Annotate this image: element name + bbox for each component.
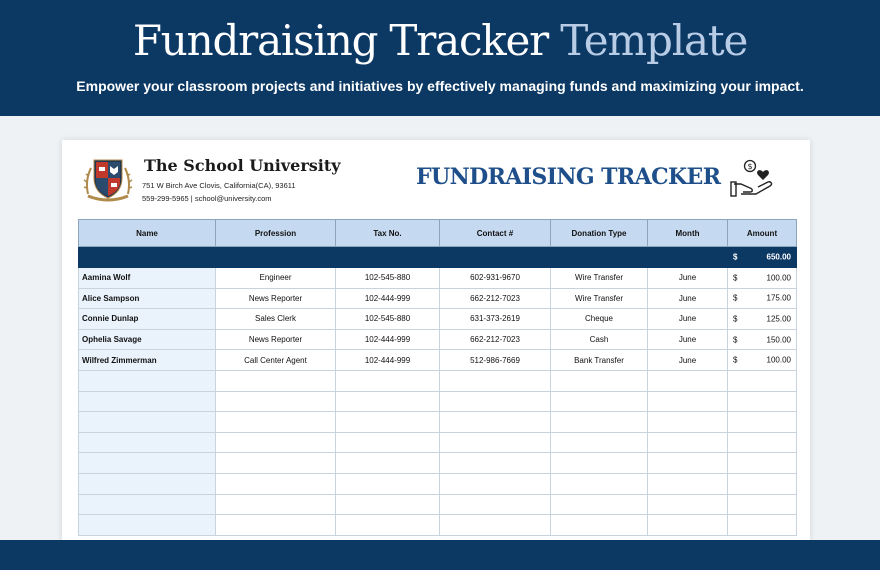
- currency-symbol: $: [733, 335, 738, 345]
- empty-cell[interactable]: [79, 391, 216, 412]
- profession-cell[interactable]: Call Center Agent: [216, 350, 336, 371]
- donation-type-cell[interactable]: Bank Transfer: [551, 350, 648, 371]
- contact-cell[interactable]: 602-931-9670: [440, 268, 551, 289]
- empty-cell[interactable]: [440, 391, 551, 412]
- empty-cell[interactable]: [551, 515, 648, 536]
- table-row: [79, 288, 797, 309]
- empty-row: [79, 515, 797, 536]
- donation-type-cell[interactable]: Wire Transfer: [551, 268, 648, 289]
- banner-title-accent: Template: [560, 16, 748, 65]
- column-header-name: Name: [79, 220, 216, 247]
- empty-cell[interactable]: [216, 391, 336, 412]
- amount-value: 150.00: [766, 335, 791, 345]
- empty-cell[interactable]: [551, 391, 648, 412]
- column-header-profession: Profession: [216, 220, 336, 247]
- empty-cell[interactable]: [79, 370, 216, 391]
- empty-cell[interactable]: [551, 412, 648, 433]
- empty-cell[interactable]: [79, 515, 216, 536]
- total-cell: [440, 247, 551, 268]
- contact-cell[interactable]: 631-373-2619: [440, 309, 551, 330]
- empty-cell[interactable]: [648, 494, 728, 515]
- amount-value: 100.00: [766, 273, 791, 283]
- empty-cell[interactable]: [728, 494, 797, 515]
- empty-cell[interactable]: [216, 432, 336, 453]
- table-row: [79, 268, 797, 289]
- donation-type-cell[interactable]: Cheque: [551, 309, 648, 330]
- empty-cell[interactable]: [551, 494, 648, 515]
- profession-cell[interactable]: Sales Clerk: [216, 309, 336, 330]
- profession-cell[interactable]: News Reporter: [216, 288, 336, 309]
- currency-symbol: $: [733, 314, 738, 324]
- amount-cell[interactable]: [728, 268, 797, 289]
- banner-title-main: Fundraising Tracker: [132, 16, 549, 65]
- empty-cell[interactable]: [216, 473, 336, 494]
- empty-cell[interactable]: [79, 432, 216, 453]
- amount-cell[interactable]: [728, 309, 797, 330]
- empty-cell[interactable]: [648, 391, 728, 412]
- empty-cell[interactable]: [648, 412, 728, 433]
- empty-cell[interactable]: [336, 453, 440, 474]
- tax-no-cell[interactable]: 102-545-880: [336, 309, 440, 330]
- tracker-table: [78, 219, 797, 536]
- total-cell: [336, 247, 440, 268]
- empty-cell[interactable]: [728, 515, 797, 536]
- org-address: 751 W Birch Ave Clovis, California(CA), 93611: [142, 181, 296, 190]
- empty-cell[interactable]: [79, 494, 216, 515]
- tax-no-cell[interactable]: 102-444-999: [336, 350, 440, 371]
- tax-no-cell[interactable]: 102-444-999: [336, 288, 440, 309]
- empty-cell[interactable]: [216, 453, 336, 474]
- svg-text:$: $: [747, 162, 753, 171]
- empty-row: [79, 494, 797, 515]
- donor-name-cell[interactable]: Wilfred Zimmerman: [79, 350, 216, 371]
- amount-value: 125.00: [766, 314, 791, 324]
- empty-cell[interactable]: [336, 391, 440, 412]
- top-banner: [0, 0, 880, 116]
- donation-type-cell[interactable]: Cash: [551, 329, 648, 350]
- empty-cell[interactable]: [728, 453, 797, 474]
- empty-cell[interactable]: [216, 370, 336, 391]
- amount-value: 100.00: [766, 355, 791, 365]
- empty-cell[interactable]: [728, 473, 797, 494]
- empty-cell[interactable]: [440, 494, 551, 515]
- month-cell[interactable]: June: [648, 288, 728, 309]
- donation-type-cell[interactable]: Wire Transfer: [551, 288, 648, 309]
- tracker-sheet: [62, 140, 810, 540]
- month-cell[interactable]: June: [648, 309, 728, 330]
- total-amount: 650.00: [766, 252, 791, 262]
- empty-cell[interactable]: [336, 473, 440, 494]
- banner-title: [0, 14, 880, 68]
- amount-cell[interactable]: [728, 350, 797, 371]
- empty-cell[interactable]: [648, 370, 728, 391]
- empty-cell[interactable]: [336, 370, 440, 391]
- empty-cell[interactable]: [728, 391, 797, 412]
- empty-cell[interactable]: [440, 412, 551, 433]
- empty-cell[interactable]: [728, 412, 797, 433]
- empty-cell[interactable]: [551, 370, 648, 391]
- column-header-amount: Amount: [728, 220, 797, 247]
- table-row: [79, 329, 797, 350]
- total-currency: $: [733, 252, 738, 262]
- currency-symbol: $: [733, 273, 738, 283]
- total-cell: [79, 247, 216, 268]
- hand-heart-dollar-icon: [730, 158, 778, 198]
- profession-cell[interactable]: Engineer: [216, 268, 336, 289]
- amount-value: 175.00: [766, 293, 791, 303]
- amount-cell[interactable]: [728, 329, 797, 350]
- empty-cell[interactable]: [648, 473, 728, 494]
- total-cell: [648, 247, 728, 268]
- empty-cell[interactable]: [79, 473, 216, 494]
- donor-name-cell[interactable]: Ophelia Savage: [79, 329, 216, 350]
- empty-row: [79, 453, 797, 474]
- empty-row: [79, 391, 797, 412]
- column-header-month: Month: [648, 220, 728, 247]
- document-title: FUNDRAISING TRACKER: [416, 164, 721, 190]
- empty-cell[interactable]: [440, 453, 551, 474]
- total-cell: [551, 247, 648, 268]
- empty-cell[interactable]: [440, 370, 551, 391]
- table-row: [79, 309, 797, 330]
- contact-cell[interactable]: 662-212-7023: [440, 288, 551, 309]
- total-row: [79, 247, 797, 268]
- column-header-donation-type: Donation Type: [551, 220, 648, 247]
- amount-cell[interactable]: [728, 288, 797, 309]
- empty-cell[interactable]: [216, 412, 336, 433]
- donor-name-cell[interactable]: Aamina Wolf: [79, 268, 216, 289]
- empty-cell[interactable]: [440, 515, 551, 536]
- school-crest-icon: [82, 154, 134, 202]
- empty-cell[interactable]: [336, 432, 440, 453]
- contact-cell[interactable]: 512-986-7669: [440, 350, 551, 371]
- empty-cell[interactable]: [79, 412, 216, 433]
- empty-cell[interactable]: [336, 515, 440, 536]
- empty-row: [79, 370, 797, 391]
- column-header-tax-no: Tax No.: [336, 220, 440, 247]
- empty-cell[interactable]: [648, 453, 728, 474]
- tax-no-cell[interactable]: 102-545-880: [336, 268, 440, 289]
- empty-cell[interactable]: [79, 453, 216, 474]
- profession-cell[interactable]: News Reporter: [216, 329, 336, 350]
- currency-symbol: $: [733, 355, 738, 365]
- month-cell[interactable]: June: [648, 350, 728, 371]
- empty-cell[interactable]: [551, 453, 648, 474]
- org-name: The School University: [144, 156, 341, 175]
- column-header-contact: Contact #: [440, 220, 551, 247]
- empty-cell[interactable]: [216, 494, 336, 515]
- table-header-row: [79, 220, 797, 247]
- empty-cell[interactable]: [551, 473, 648, 494]
- empty-cell[interactable]: [336, 494, 440, 515]
- currency-symbol: $: [733, 293, 738, 303]
- empty-row: [79, 473, 797, 494]
- org-contact: 559-299-5965 | school@university.com: [142, 194, 272, 203]
- empty-cell[interactable]: [440, 432, 551, 453]
- contact-cell[interactable]: 662-212-7023: [440, 329, 551, 350]
- bottom-banner: [0, 540, 880, 570]
- total-amount-cell[interactable]: [728, 247, 797, 268]
- empty-row: [79, 412, 797, 433]
- empty-cell[interactable]: [728, 432, 797, 453]
- empty-cell[interactable]: [440, 473, 551, 494]
- empty-cell[interactable]: [551, 432, 648, 453]
- empty-row: [79, 432, 797, 453]
- empty-cell[interactable]: [648, 432, 728, 453]
- donor-name-cell[interactable]: Alice Sampson: [79, 288, 216, 309]
- table-row: [79, 350, 797, 371]
- empty-cell[interactable]: [648, 515, 728, 536]
- banner-subtitle: Empower your classroom projects and initiatives by effectively managing funds and maximizing your impact.: [76, 78, 804, 94]
- empty-cell[interactable]: [216, 515, 336, 536]
- empty-cell[interactable]: [728, 370, 797, 391]
- donor-name-cell[interactable]: Connie Dunlap: [79, 309, 216, 330]
- month-cell[interactable]: June: [648, 329, 728, 350]
- total-cell: [216, 247, 336, 268]
- tax-no-cell[interactable]: 102-444-999: [336, 329, 440, 350]
- empty-cell[interactable]: [336, 412, 440, 433]
- month-cell[interactable]: June: [648, 268, 728, 289]
